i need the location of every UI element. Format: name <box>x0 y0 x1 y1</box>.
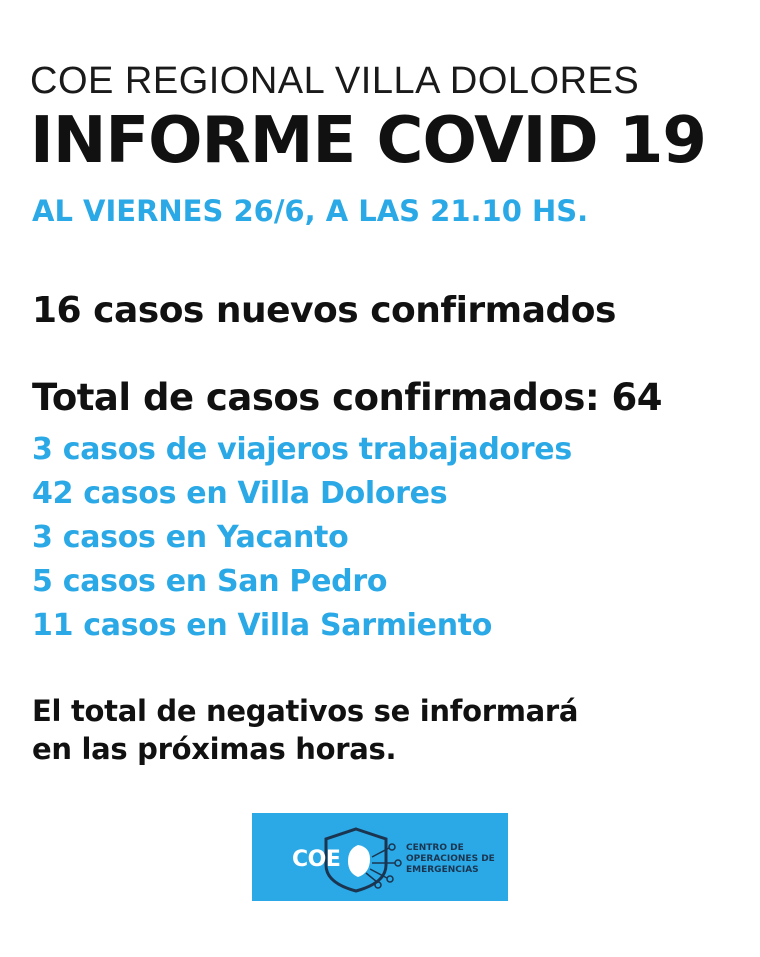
report-title: INFORME COVID 19 <box>30 104 706 178</box>
list-item: 11 casos en Villa Sarmiento <box>32 608 493 643</box>
new-cases-count: 16 casos nuevos confirmados <box>32 290 616 331</box>
cases-breakdown-list <box>32 428 572 648</box>
report-date: AL VIERNES 26/6, A LAS 21.10 HS. <box>32 194 589 228</box>
negatives-notice <box>32 692 578 768</box>
list-item: 3 casos en Yacanto <box>32 520 349 555</box>
list-item: 5 casos en San Pedro <box>32 564 388 599</box>
negatives-line-2: en las próximas horas. <box>32 732 397 766</box>
logo-full-name <box>406 843 495 876</box>
list-item: 3 casos de viajeros trabajadores <box>32 432 572 467</box>
total-cases-count: Total de casos confirmados: 64 <box>32 376 663 419</box>
organization-name: COE REGIONAL VILLA DOLORES <box>30 60 640 102</box>
logo-line-2: OPERACIONES DE <box>406 854 495 864</box>
coe-logo <box>252 813 508 901</box>
logo-line-1: CENTRO DE <box>406 843 464 853</box>
logo-line-3: EMERGENCIAS <box>406 865 479 875</box>
list-item: 42 casos en Villa Dolores <box>32 476 448 511</box>
negatives-line-1: El total de negativos se informará <box>32 694 579 728</box>
logo-acronym: COE <box>292 847 341 872</box>
